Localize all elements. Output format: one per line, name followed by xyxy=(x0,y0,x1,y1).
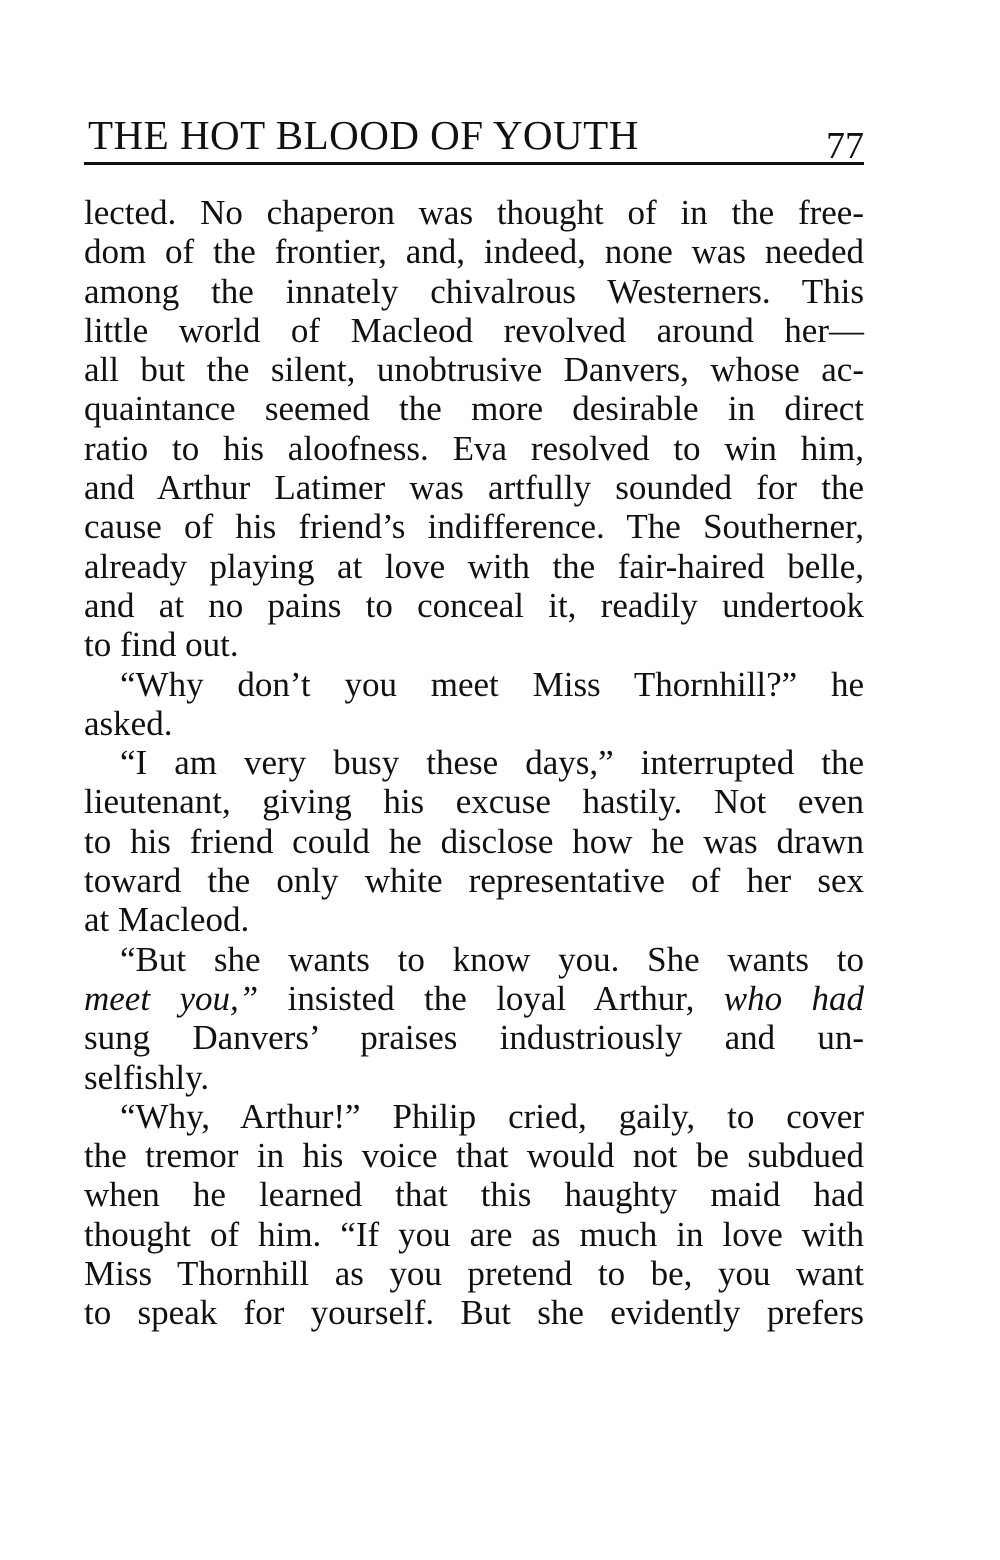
text-line-mixed xyxy=(84,979,864,1018)
text-line: when he learned that this haughty maid had xyxy=(84,1175,864,1215)
page-number: 77 xyxy=(826,125,864,167)
book-page xyxy=(84,112,864,1333)
text-line: asked. xyxy=(84,703,173,743)
text-line: thought of him. “If you are as much in love with xyxy=(84,1214,864,1254)
text-line: among the innately chivalrous Westerners. This xyxy=(84,271,864,311)
text-line: “I am very busy these days,” interrupted the xyxy=(120,743,864,783)
text-line: cause of his friend’s indifference. The Southerner, xyxy=(84,507,864,547)
text-line: and Arthur Latimer was artfully sounded for the xyxy=(84,468,864,508)
text-line: Miss Thornhill as you pretend to be, you want xyxy=(84,1254,864,1294)
text-line: sung Danvers’ praises industriously and un- xyxy=(84,1018,864,1058)
text-line: lected. No chaperon was thought of in the free- xyxy=(84,193,864,232)
body-text xyxy=(84,193,864,1333)
italic-text: who had xyxy=(723,978,864,1018)
text-line: lieutenant, giving his excuse hastily. Not even xyxy=(84,782,864,822)
running-head xyxy=(84,112,864,165)
text-line: the tremor in his voice that would not be subdued xyxy=(84,1136,864,1176)
text-line: all but the silent, unobtrusive Danvers, whose ac- xyxy=(84,350,864,390)
roman-text: insisted the loyal Arthur, xyxy=(287,978,724,1018)
text-line: at Macleod. xyxy=(84,900,250,940)
running-title: THE HOT BLOOD OF YOUTH xyxy=(88,112,639,158)
text-line: little world of Macleod revolved around her— xyxy=(84,310,864,350)
italic-text: meet you,” xyxy=(84,978,288,1018)
text-line: quaintance seemed the more desirable in direct xyxy=(84,389,864,429)
text-line: to find out. xyxy=(84,625,239,665)
text-line: dom of the frontier, and, indeed, none was needed xyxy=(84,232,864,272)
text-line: toward the only white representative of her sex xyxy=(84,861,864,901)
text-line: selfishly. xyxy=(84,1057,210,1097)
text-line: “But she wants to know you. She wants to xyxy=(120,939,864,979)
text-line: and at no pains to conceal it, readily undertook xyxy=(84,585,864,625)
text-line: ratio to his aloofness. Eva resolved to win him, xyxy=(84,428,864,468)
text-line: “Why don’t you meet Miss Thornhill?” he xyxy=(120,664,864,704)
text-line: to his friend could he disclose how he was drawn xyxy=(84,821,864,861)
text-line: already playing at love with the fair-haired belle, xyxy=(84,546,864,586)
text-line: “Why, Arthur!” Philip cried, gaily, to cover xyxy=(120,1096,864,1136)
text-line: to speak for yourself. But she evidently prefers xyxy=(84,1293,864,1333)
